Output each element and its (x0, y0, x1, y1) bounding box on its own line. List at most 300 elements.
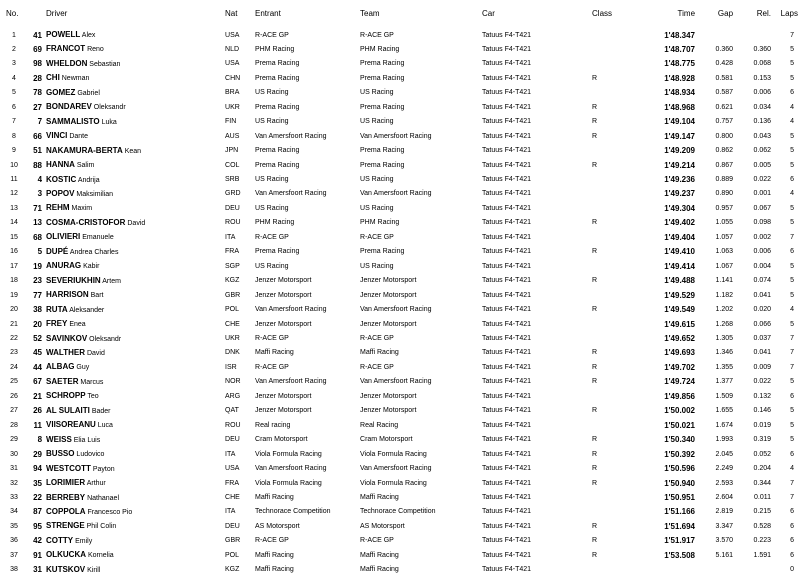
nationality-cell: ISR (225, 363, 237, 371)
car-number-cell: 28 (33, 73, 43, 83)
gap-cell: 1.202 (715, 306, 734, 314)
team-cell: Van Amersfoort Racing (360, 190, 432, 198)
team-cell: Viola Formula Racing (360, 450, 427, 458)
position-cell: 3 (12, 60, 16, 68)
driver-first-name: Ludovico (76, 451, 105, 459)
car-cell: Tatuus F4-T421 (482, 161, 532, 169)
lap-time-cell: 1'50.002 (664, 406, 696, 416)
gap-cell (695, 28, 733, 42)
gap-cell: 2.249 (715, 465, 734, 473)
position-cell: 10 (10, 161, 18, 169)
table-row (0, 100, 800, 114)
team-cell: Jenzer Motorsport (360, 392, 417, 400)
position-cell: 20 (10, 306, 18, 314)
car-cell: Tatuus F4-T421 (482, 537, 532, 545)
car-cell: Tatuus F4-T421 (482, 508, 532, 516)
laps-cell: 5 (790, 132, 795, 140)
nationality-cell: POL (225, 306, 240, 314)
nationality-cell: FRA (225, 248, 240, 256)
entrant-cell: Viola Formula Racing (255, 479, 322, 487)
entrant-cell: US Racing (255, 176, 289, 184)
entrant-cell: Prema Racing (255, 60, 300, 68)
entrant-cell: US Racing (255, 204, 289, 212)
position-cell: 24 (10, 363, 18, 371)
position-cell: 2 (12, 45, 16, 53)
rel-gap-cell: 0.098 (753, 219, 772, 227)
driver-surname: SCHROPP (46, 391, 86, 401)
car-cell: Tatuus F4-T421 (482, 494, 532, 501)
driver-first-name: Kornelia (87, 552, 114, 560)
position-cell: 32 (10, 479, 18, 487)
lap-time-cell: 1'49.214 (664, 160, 696, 170)
gap-cell: 0.587 (715, 89, 734, 97)
driver-cell (42, 491, 225, 505)
table-row (0, 346, 800, 360)
position-cell: 18 (10, 277, 18, 285)
driver-first-name: Newman (61, 75, 90, 83)
car-cell: Tatuus F4-T421 (482, 190, 532, 198)
driver-surname: FRANCOT (46, 44, 86, 54)
team-cell: Technorace Competition (360, 508, 436, 516)
team-cell: US Racing (360, 262, 394, 270)
car-number-cell: 66 (33, 131, 43, 141)
lap-time-cell: 1'50.951 (664, 493, 696, 502)
gap-cell: 3.570 (715, 537, 734, 545)
driver-cell (42, 332, 225, 346)
driver-cell (42, 230, 225, 244)
car-cell: Tatuus F4-T421 (482, 479, 532, 487)
laps-cell: 5 (790, 291, 795, 299)
entrant-cell: Maffi Racing (255, 494, 294, 501)
table-row (0, 259, 800, 273)
driver-surname: WESTCOTT (46, 463, 91, 473)
laps-cell: 6 (790, 248, 795, 256)
team-cell: Real Racing (360, 421, 399, 429)
table-row (0, 563, 800, 577)
laps-cell: 7 (790, 349, 795, 357)
lap-time-cell: 1'49.724 (664, 377, 696, 387)
class-cell (592, 317, 622, 331)
lap-time-cell: 1'48.934 (664, 88, 696, 98)
gap-cell: 1.182 (715, 291, 734, 299)
car-number-cell: 42 (33, 536, 43, 546)
rel-gap-cell: 0.009 (753, 363, 772, 371)
driver-surname: WHELDON (46, 58, 88, 68)
nationality-cell: ARG (225, 392, 241, 400)
nationality-cell: DEU (225, 436, 240, 444)
table-row (0, 216, 800, 230)
nationality-cell: FRA (225, 479, 240, 487)
driver-cell (42, 346, 225, 360)
driver-cell (42, 274, 225, 288)
rel-gap-cell: 0.006 (753, 89, 772, 97)
lap-time-cell: 1'49.237 (664, 189, 696, 199)
gap-cell: 0.581 (715, 74, 734, 82)
rel-gap-cell: 0.005 (753, 161, 772, 169)
gap-cell: 0.867 (715, 161, 734, 169)
rel-gap-cell: 0.223 (753, 537, 772, 545)
driver-cell (42, 187, 225, 201)
driver-first-name: Aleksander (69, 306, 105, 314)
rel-gap-cell: 0.034 (753, 103, 772, 111)
table-row (0, 288, 800, 302)
laps-cell: 5 (790, 320, 795, 328)
team-cell: Van Amersfoort Racing (360, 132, 432, 140)
driver-surname: COTTY (46, 535, 74, 545)
gap-cell: 0.800 (715, 132, 734, 140)
table-row (0, 274, 800, 288)
class-cell: R (592, 103, 598, 111)
driver-surname: BONDAREV (46, 102, 92, 112)
rel-gap-cell: 0.215 (753, 508, 772, 516)
car-number-cell: 19 (33, 261, 43, 271)
lap-time-cell: 1'49.209 (664, 146, 696, 156)
car-number-cell: 52 (33, 334, 43, 344)
laps-cell: 7 (790, 363, 795, 371)
position-cell: 6 (12, 103, 16, 111)
rel-gap-cell: 0.052 (753, 450, 772, 458)
driver-surname: COPPOLA (46, 506, 86, 516)
car-cell: Tatuus F4-T421 (482, 335, 532, 343)
team-cell: AS Motorsport (360, 522, 405, 530)
team-cell: R-ACE GP (360, 233, 394, 241)
rel-gap-cell: 0.011 (754, 494, 772, 501)
driver-surname: CHI (46, 73, 60, 83)
driver-first-name: Emanuele (82, 234, 114, 242)
rel-gap-cell: 0.132 (753, 392, 772, 400)
team-cell: R-ACE GP (360, 363, 394, 371)
gap-cell: 1.067 (715, 262, 734, 270)
car-cell: Tatuus F4-T421 (482, 465, 532, 473)
entrant-cell: Van Amersfoort Racing (255, 190, 327, 198)
gap-cell: 2.604 (715, 494, 734, 501)
car-number-cell: 88 (33, 160, 43, 170)
team-cell: Jenzer Motorsport (360, 320, 417, 328)
class-cell (592, 563, 622, 577)
lap-time-cell: 1'49.529 (664, 290, 696, 300)
rel-gap-cell (733, 28, 771, 42)
driver-cell (42, 100, 225, 114)
gap-cell: 0.360 (715, 45, 734, 53)
table-row (0, 491, 800, 505)
gap-cell (695, 563, 733, 577)
car-number-cell: 21 (33, 391, 43, 401)
laps-cell: 6 (790, 537, 795, 545)
driver-first-name: Sebastian (89, 60, 121, 68)
nationality-cell: ITA (225, 233, 236, 241)
rel-gap-cell: 0.041 (753, 349, 772, 357)
car-cell: Tatuus F4-T421 (482, 176, 532, 184)
entrant-cell: Technorace Competition (255, 508, 331, 516)
driver-surname: KOSTIC (46, 174, 77, 184)
team-cell: Jenzer Motorsport (360, 407, 417, 415)
entrant-cell: Prema Racing (255, 161, 300, 169)
car-number-cell: 20 (33, 319, 43, 329)
driver-cell (42, 505, 225, 519)
car-cell: Tatuus F4-T421 (482, 378, 532, 386)
class-cell (592, 230, 622, 244)
gap-cell: 1.655 (715, 407, 734, 415)
driver-cell (42, 389, 225, 403)
gap-cell: 0.621 (715, 103, 734, 111)
position-cell: 1 (12, 31, 16, 39)
header-row (0, 0, 800, 28)
entrant-cell: Van Amersfoort Racing (255, 378, 327, 386)
driver-surname: SEVERIUKHIN (46, 275, 101, 285)
table-row (0, 28, 800, 42)
class-cell (592, 259, 622, 273)
driver-first-name: Maksimilian (76, 190, 113, 198)
driver-first-name: Guy (76, 364, 90, 372)
laps-cell: 7 (790, 479, 795, 487)
driver-cell (42, 259, 225, 273)
team-cell: Maffi Racing (360, 551, 399, 559)
table-row (0, 360, 800, 374)
position-cell: 9 (12, 147, 16, 155)
driver-surname: HARRISON (46, 290, 89, 300)
rel-gap-cell: 0.006 (753, 248, 772, 256)
car-number-cell: 91 (33, 550, 43, 560)
entrant-cell: R-ACE GP (255, 31, 289, 39)
team-cell: R-ACE GP (360, 31, 394, 39)
table-row (0, 462, 800, 476)
laps-cell: 5 (790, 219, 795, 227)
table-row (0, 519, 800, 533)
nationality-cell: JPN (225, 147, 239, 155)
team-cell: Maffi Racing (360, 349, 399, 357)
rel-gap-cell (733, 563, 771, 577)
gap-cell: 2.593 (715, 479, 734, 487)
nationality-cell: QAT (225, 407, 239, 415)
gap-cell: 0.428 (715, 60, 734, 68)
laps-cell: 5 (790, 74, 795, 82)
class-cell: R (592, 118, 598, 126)
table-row (0, 158, 800, 172)
gap-cell: 0.862 (715, 147, 734, 155)
driver-cell (42, 245, 225, 259)
class-cell: R (592, 132, 598, 140)
car-number-cell: 13 (33, 218, 43, 228)
lap-time-cell: 1'48.968 (664, 102, 696, 112)
class-cell: R (592, 363, 598, 371)
car-cell: Tatuus F4-T421 (482, 349, 532, 357)
nationality-cell: SRB (225, 176, 240, 184)
entrant-cell: Jenzer Motorsport (255, 277, 312, 285)
class-cell (592, 332, 622, 346)
team-cell: Prema Racing (360, 147, 405, 155)
car-number-cell: 38 (33, 305, 43, 315)
gap-cell: 1.674 (715, 421, 734, 429)
class-cell (592, 86, 622, 100)
gap-cell: 3.347 (715, 522, 734, 530)
entrant-cell: Jenzer Motorsport (255, 407, 312, 415)
header-class: Class (592, 9, 613, 18)
nationality-cell: ITA (225, 508, 236, 516)
position-cell: 25 (10, 378, 18, 386)
car-number-cell: 35 (33, 478, 43, 488)
team-cell: Jenzer Motorsport (360, 277, 417, 285)
gap-cell: 1.355 (715, 363, 734, 371)
driver-surname: COSMA-CRISTOFOR (46, 217, 126, 227)
nationality-cell: ROU (225, 421, 241, 429)
lap-time-cell: 1'49.104 (664, 117, 696, 127)
driver-first-name: Kean (124, 147, 142, 155)
position-cell: 36 (10, 537, 18, 545)
driver-first-name: Kirill (87, 566, 101, 574)
laps-cell: 6 (790, 450, 795, 458)
car-cell: Tatuus F4-T421 (482, 291, 532, 299)
driver-first-name: Gabriel (77, 89, 100, 97)
entrant-cell: PHM Racing (255, 45, 295, 53)
header-time: Time (677, 9, 696, 18)
entrant-cell: R-ACE GP (255, 233, 289, 241)
gap-cell: 1.055 (715, 219, 734, 227)
car-number-cell: 3 (37, 189, 43, 199)
header-nat: Nat (225, 9, 238, 18)
driver-surname: NAKAMURA-BERTA (46, 145, 123, 155)
rel-gap-cell: 0.066 (753, 320, 772, 328)
table-row (0, 418, 800, 432)
car-number-cell: 41 (33, 30, 43, 40)
entrant-cell: Maffi Racing (255, 566, 294, 574)
gap-cell: 0.957 (715, 204, 734, 212)
class-cell: R (592, 378, 598, 386)
team-cell: Prema Racing (360, 60, 405, 68)
team-cell: Jenzer Motorsport (360, 291, 417, 299)
table-row (0, 317, 800, 331)
position-cell: 28 (10, 421, 18, 429)
position-cell: 17 (10, 262, 18, 270)
entrant-cell: R-ACE GP (255, 537, 289, 545)
rel-gap-cell: 0.037 (753, 335, 772, 343)
laps-cell: 5 (790, 277, 795, 285)
laps-cell: 6 (790, 508, 795, 516)
nationality-cell: POL (225, 551, 240, 559)
entrant-cell: US Racing (255, 262, 289, 270)
lap-time-cell: 1'50.392 (664, 449, 696, 459)
lap-time-cell (622, 563, 695, 577)
lap-time-cell: 1'48.928 (664, 73, 696, 83)
driver-surname: VIISOREANU (46, 420, 96, 430)
car-number-cell: 98 (33, 59, 43, 69)
car-cell: Tatuus F4-T421 (482, 233, 532, 241)
nationality-cell: USA (225, 465, 240, 473)
driver-cell (42, 418, 225, 432)
driver-surname: SAMMALISTO (46, 116, 100, 126)
driver-cell (42, 303, 225, 317)
entrant-cell: Cram Motorsport (255, 436, 308, 444)
laps-cell: 6 (790, 89, 795, 97)
team-cell: Prema Racing (360, 248, 405, 256)
class-cell: R (592, 551, 598, 559)
gap-cell: 1.377 (715, 378, 734, 386)
lap-time-cell: 1'49.404 (664, 232, 696, 242)
entrant-cell: AS Motorsport (255, 522, 300, 530)
position-cell: 26 (10, 392, 18, 400)
driver-first-name: Bart (90, 292, 104, 300)
entrant-cell: Maffi Racing (255, 551, 294, 559)
table-row (0, 404, 800, 418)
driver-first-name: Arthur (86, 480, 106, 488)
class-cell (592, 505, 622, 519)
car-cell: Tatuus F4-T421 (482, 262, 532, 270)
nationality-cell: AUS (225, 132, 240, 140)
driver-first-name: Artem (102, 277, 121, 285)
table-row (0, 57, 800, 71)
laps-cell: 5 (790, 45, 795, 53)
class-cell (592, 288, 622, 302)
table-row (0, 115, 800, 129)
car-cell: Tatuus F4-T421 (482, 118, 532, 126)
team-cell: US Racing (360, 89, 394, 97)
team-cell: R-ACE GP (360, 537, 394, 545)
entrant-cell: R-ACE GP (255, 335, 289, 343)
entrant-cell: PHM Racing (255, 219, 295, 227)
class-cell: R (592, 436, 598, 444)
team-cell: Prema Racing (360, 161, 405, 169)
position-cell: 8 (12, 132, 16, 140)
driver-first-name: Francesco Pio (87, 508, 133, 516)
driver-cell (42, 216, 225, 230)
rel-gap-cell: 0.004 (753, 262, 772, 270)
class-cell: R (592, 349, 598, 357)
entrant-cell: Prema Racing (255, 248, 300, 256)
car-cell: Tatuus F4-T421 (482, 31, 532, 39)
driver-cell (42, 462, 225, 476)
entrant-cell: Van Amersfoort Racing (255, 465, 327, 473)
car-cell: Tatuus F4-T421 (482, 566, 532, 574)
class-cell: R (592, 74, 598, 82)
laps-cell: 5 (790, 147, 795, 155)
rel-gap-cell: 0.344 (753, 479, 772, 487)
rel-gap-cell: 0.136 (753, 118, 772, 126)
gap-cell: 1.141 (715, 277, 734, 285)
nationality-cell: CHE (225, 320, 240, 328)
car-cell: Tatuus F4-T421 (482, 219, 532, 227)
car-number-cell: 87 (33, 507, 43, 517)
driver-first-name: David (86, 349, 105, 357)
driver-cell (42, 548, 225, 562)
nationality-cell: USA (225, 31, 240, 39)
position-cell: 13 (10, 204, 18, 212)
driver-surname: BERREBY (46, 492, 86, 502)
entrant-cell: US Racing (255, 89, 289, 97)
lap-time-cell: 1'50.021 (664, 420, 696, 430)
gap-cell: 0.757 (715, 118, 734, 126)
entrant-cell: US Racing (255, 118, 289, 126)
driver-cell (42, 201, 225, 215)
driver-cell (42, 71, 225, 85)
class-cell: R (592, 219, 598, 227)
laps-cell: 6 (790, 392, 795, 400)
entrant-cell: Prema Racing (255, 74, 300, 82)
driver-cell (42, 42, 225, 56)
driver-cell (42, 57, 225, 71)
laps-cell: 7 (790, 335, 795, 343)
car-number-cell: 31 (33, 565, 43, 575)
team-cell: PHM Racing (360, 45, 400, 53)
class-cell (592, 201, 622, 215)
car-number-cell: 5 (37, 247, 43, 257)
position-cell: 33 (10, 494, 18, 501)
lap-time-cell: 1'49.702 (664, 362, 696, 372)
driver-cell (42, 375, 225, 389)
driver-first-name: Salim (76, 162, 95, 170)
driver-surname: HANNA (46, 160, 75, 170)
gap-cell: 2.819 (715, 508, 734, 516)
car-number-cell: 7 (37, 117, 43, 127)
position-cell: 31 (10, 465, 18, 473)
